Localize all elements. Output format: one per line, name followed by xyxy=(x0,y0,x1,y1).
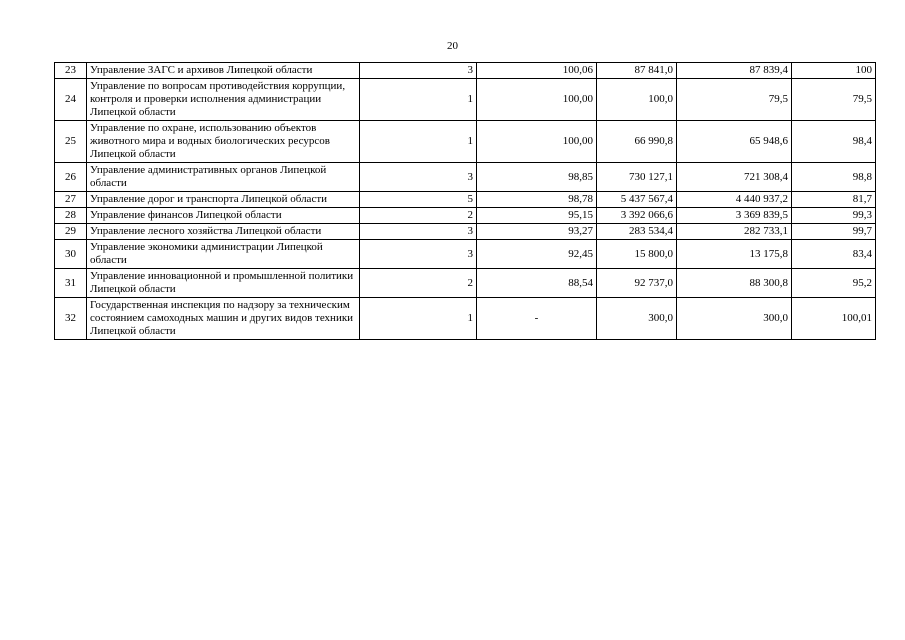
actual-amount: 3 369 839,5 xyxy=(677,208,792,224)
report-table xyxy=(54,62,876,340)
program-count: 3 xyxy=(360,224,477,240)
execution-percent: 95,2 xyxy=(792,269,876,298)
row-number: 23 xyxy=(55,63,87,79)
table-row xyxy=(55,121,876,163)
organization-name: Управление ЗАГС и архивов Липецкой области xyxy=(87,63,360,79)
program-count: 3 xyxy=(360,240,477,269)
efficiency-percent: 100,06 xyxy=(477,63,597,79)
organization-name: Управление лесного хозяйства Липецкой области xyxy=(87,224,360,240)
efficiency-percent: 100,00 xyxy=(477,79,597,121)
row-number: 27 xyxy=(55,192,87,208)
efficiency-percent: 88,54 xyxy=(477,269,597,298)
table-row xyxy=(55,192,876,208)
program-count: 3 xyxy=(360,63,477,79)
planned-amount: 87 841,0 xyxy=(597,63,677,79)
row-number: 24 xyxy=(55,79,87,121)
actual-amount: 87 839,4 xyxy=(677,63,792,79)
organization-name: Управление финансов Липецкой области xyxy=(87,208,360,224)
execution-percent: 83,4 xyxy=(792,240,876,269)
program-count: 1 xyxy=(360,121,477,163)
planned-amount: 300,0 xyxy=(597,298,677,340)
actual-amount: 65 948,6 xyxy=(677,121,792,163)
planned-amount: 92 737,0 xyxy=(597,269,677,298)
actual-amount: 79,5 xyxy=(677,79,792,121)
planned-amount: 283 534,4 xyxy=(597,224,677,240)
row-number: 28 xyxy=(55,208,87,224)
planned-amount: 730 127,1 xyxy=(597,163,677,192)
efficiency-percent: 100,00 xyxy=(477,121,597,163)
row-number: 30 xyxy=(55,240,87,269)
organization-name: Управление по вопросам противодействия коррупции, контроля и проверки исполнения администрации Липецкой области xyxy=(87,79,360,121)
table-row xyxy=(55,269,876,298)
organization-name: Государственная инспекция по надзору за техническим состоянием самоходных машин и других видов техники Липецкой области xyxy=(87,298,360,340)
efficiency-percent: - xyxy=(477,298,597,340)
actual-amount: 282 733,1 xyxy=(677,224,792,240)
actual-amount: 13 175,8 xyxy=(677,240,792,269)
table-row xyxy=(55,240,876,269)
program-count: 2 xyxy=(360,269,477,298)
execution-percent: 98,4 xyxy=(792,121,876,163)
execution-percent: 98,8 xyxy=(792,163,876,192)
execution-percent: 99,7 xyxy=(792,224,876,240)
table-row xyxy=(55,208,876,224)
program-count: 3 xyxy=(360,163,477,192)
table-row xyxy=(55,63,876,79)
efficiency-percent: 92,45 xyxy=(477,240,597,269)
organization-name: Управление экономики администрации Липецкой области xyxy=(87,240,360,269)
row-number: 31 xyxy=(55,269,87,298)
program-count: 2 xyxy=(360,208,477,224)
efficiency-percent: 98,85 xyxy=(477,163,597,192)
row-number: 25 xyxy=(55,121,87,163)
planned-amount: 100,0 xyxy=(597,79,677,121)
execution-percent: 99,3 xyxy=(792,208,876,224)
table-row xyxy=(55,224,876,240)
program-count: 1 xyxy=(360,79,477,121)
organization-name: Управление инновационной и промышленной политики Липецкой области xyxy=(87,269,360,298)
actual-amount: 300,0 xyxy=(677,298,792,340)
organization-name: Управление административных органов Липецкой области xyxy=(87,163,360,192)
execution-percent: 79,5 xyxy=(792,79,876,121)
row-number: 32 xyxy=(55,298,87,340)
planned-amount: 5 437 567,4 xyxy=(597,192,677,208)
actual-amount: 88 300,8 xyxy=(677,269,792,298)
planned-amount: 15 800,0 xyxy=(597,240,677,269)
planned-amount: 66 990,8 xyxy=(597,121,677,163)
program-count: 5 xyxy=(360,192,477,208)
organization-name: Управление дорог и транспорта Липецкой области xyxy=(87,192,360,208)
efficiency-percent: 93,27 xyxy=(477,224,597,240)
efficiency-percent: 95,15 xyxy=(477,208,597,224)
page-number: 20 xyxy=(447,40,458,52)
organization-name: Управление по охране, использованию объектов животного мира и водных биологических ресурсов Липецкой области xyxy=(87,121,360,163)
execution-percent: 100,01 xyxy=(792,298,876,340)
row-number: 29 xyxy=(55,224,87,240)
efficiency-percent: 98,78 xyxy=(477,192,597,208)
table-row xyxy=(55,163,876,192)
execution-percent: 81,7 xyxy=(792,192,876,208)
table-row xyxy=(55,79,876,121)
actual-amount: 4 440 937,2 xyxy=(677,192,792,208)
program-count: 1 xyxy=(360,298,477,340)
actual-amount: 721 308,4 xyxy=(677,163,792,192)
execution-percent: 100 xyxy=(792,63,876,79)
planned-amount: 3 392 066,6 xyxy=(597,208,677,224)
table-row xyxy=(55,298,876,340)
row-number: 26 xyxy=(55,163,87,192)
